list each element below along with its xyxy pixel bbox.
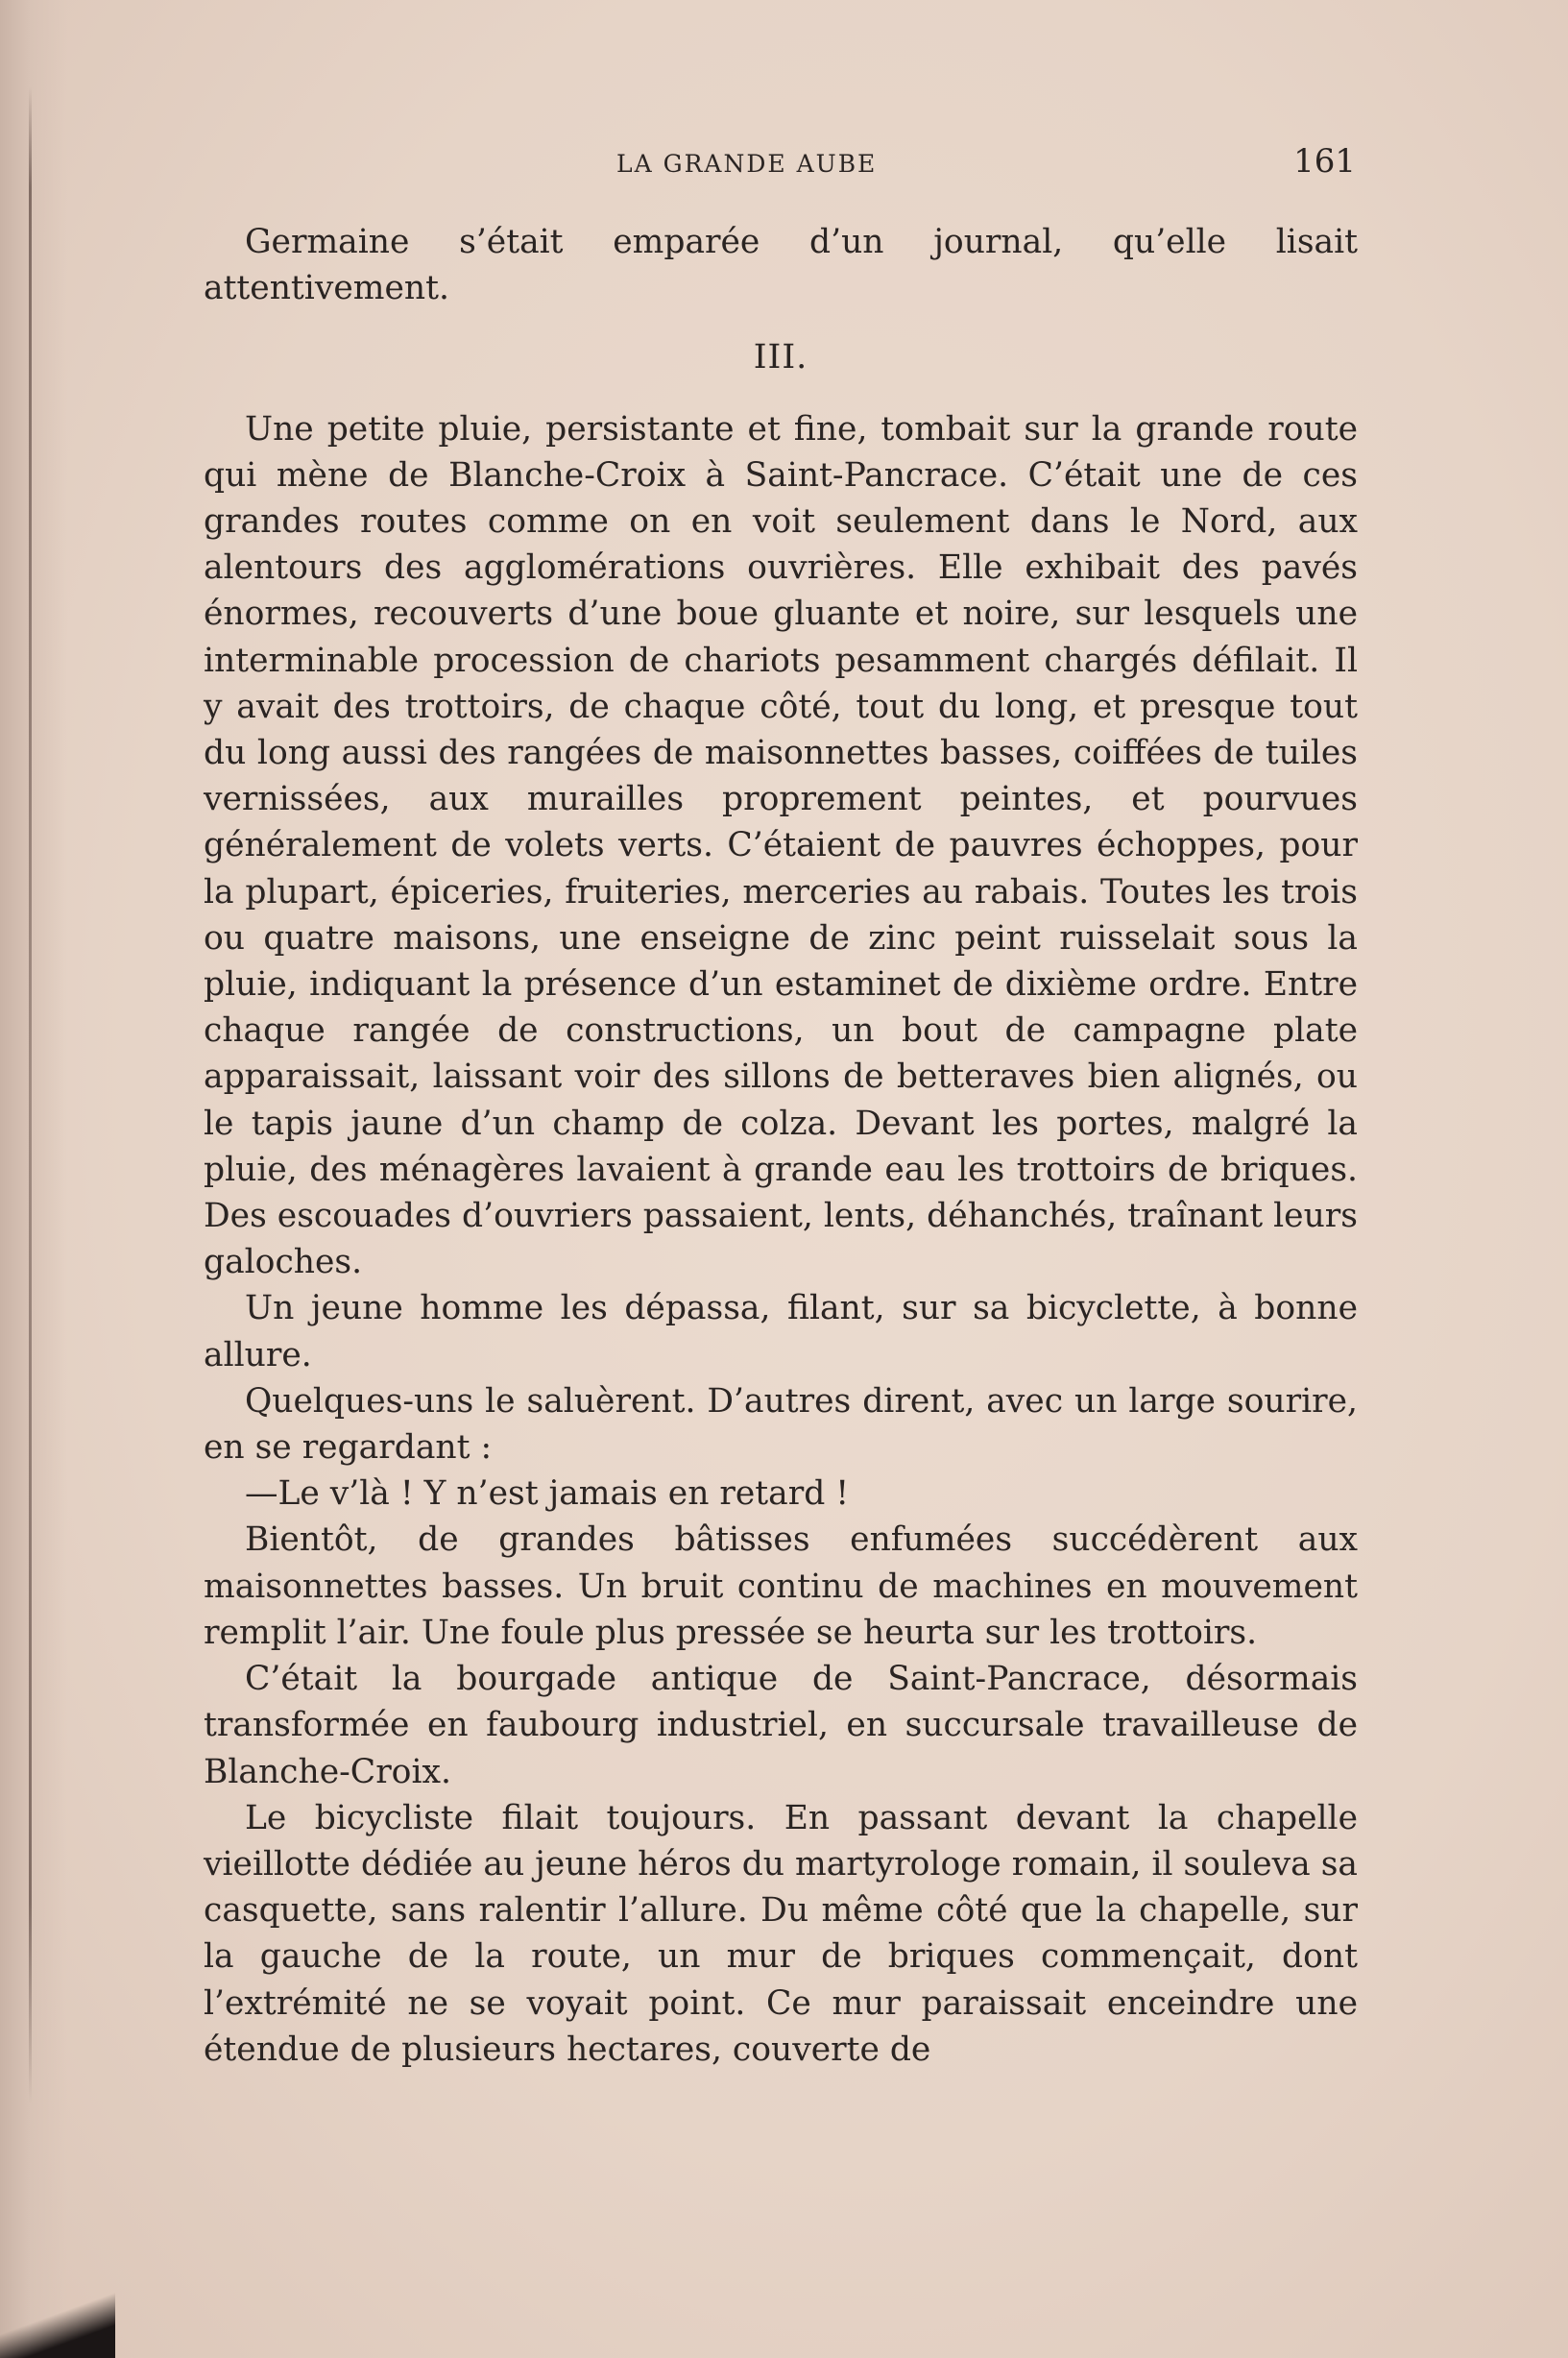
paragraph: Le bicycliste filait toujours. En passant devant la chapelle vieillotte dédiée au jeune héros du martyrologe romain, il souleva sa casquette, sans ralentir l’allure. Du même côté que la chapelle, sur la gauche de la route, un mur de briques commençait, dont l’extrémité ne se voyait point. Ce mur paraissait enceindre une étendue de plusieurs hectares, couverte de (204, 1798, 1358, 2069)
binding-edge (29, 86, 32, 2103)
paragraph: C’était la bourgade antique de Saint-Pancrace, désormais transformée en faubourg industriel, en succursale travailleuse de Blanche-Croix. (204, 1660, 1358, 1791)
paragraph: Quelques-uns le saluèrent. D’autres dirent, avec un large sourire, en se regardant : (204, 1381, 1358, 1468)
paragraph: Une petite pluie, persistante et fine, tombait sur la grande route qui mène de Blanche-Croix à Saint-Pancrace. C’était une de ces grandes routes comme on en voit seulement dans le Nord, aux alentours des agglomérations ouvrières. Elle exhibait des pavés énormes, recouverts d’une boue gluante et noire, sur lesquels une interminable procession de chariots pesamment chargés défilait. Il y avait des trottoirs, de chaque côté, tout du long, et presque tout du long aussi des rangées de maisonnettes basses, coiffées de tuiles vernissées, aux murailles proprement peintes, et pourvues généralement de volets verts. C’étaient de pauvres échoppes, pour la plupart, épiceries, fruiteries, merceries au rabais. Toutes les trois ou quatre maisons, une enseigne de zinc peint ruisselait sous la pluie, indiquant la présence d’un estaminet de dixième ordre. Entre chaque rangée de constructions, un bout de campagne plate apparaissait, laissant voir des sillons de betteraves bien alignés, ou le tapis jaune d’un champ de colza. Devant les portes, malgré la pluie, des ménagères lavaient à grande eau les trottoirs de briques. Des escouades d’ouvriers passaient, lents, déhanchés, traînant leurs galoches. (204, 409, 1358, 1282)
chapter-heading: III. (753, 338, 808, 377)
running-head: LA GRANDE AUBE (616, 150, 878, 178)
paragraph: Un jeune homme les dépassa, filant, sur sa bicyclette, à bonne allure. (204, 1289, 1358, 1374)
paragraph: Bientôt, de grandes bâtisses enfumées succédèrent aux maisonnettes basses. Un bruit continu de machines en mouvement remplit l’air. Une foule plus pressée se heurta sur les trottoirs. (204, 1520, 1358, 1652)
paragraph: —Le v’là ! Y n’est jamais en retard ! (245, 1474, 850, 1514)
text-block (204, 219, 1358, 2073)
paragraph: Germaine s’était emparée d’un journal, qu’elle lisait attentivement. (204, 223, 1358, 308)
corner-shadow (0, 2291, 115, 2358)
page-number: 161 (1293, 142, 1356, 181)
spine-shadow (0, 0, 67, 2358)
page-header (204, 142, 1356, 184)
